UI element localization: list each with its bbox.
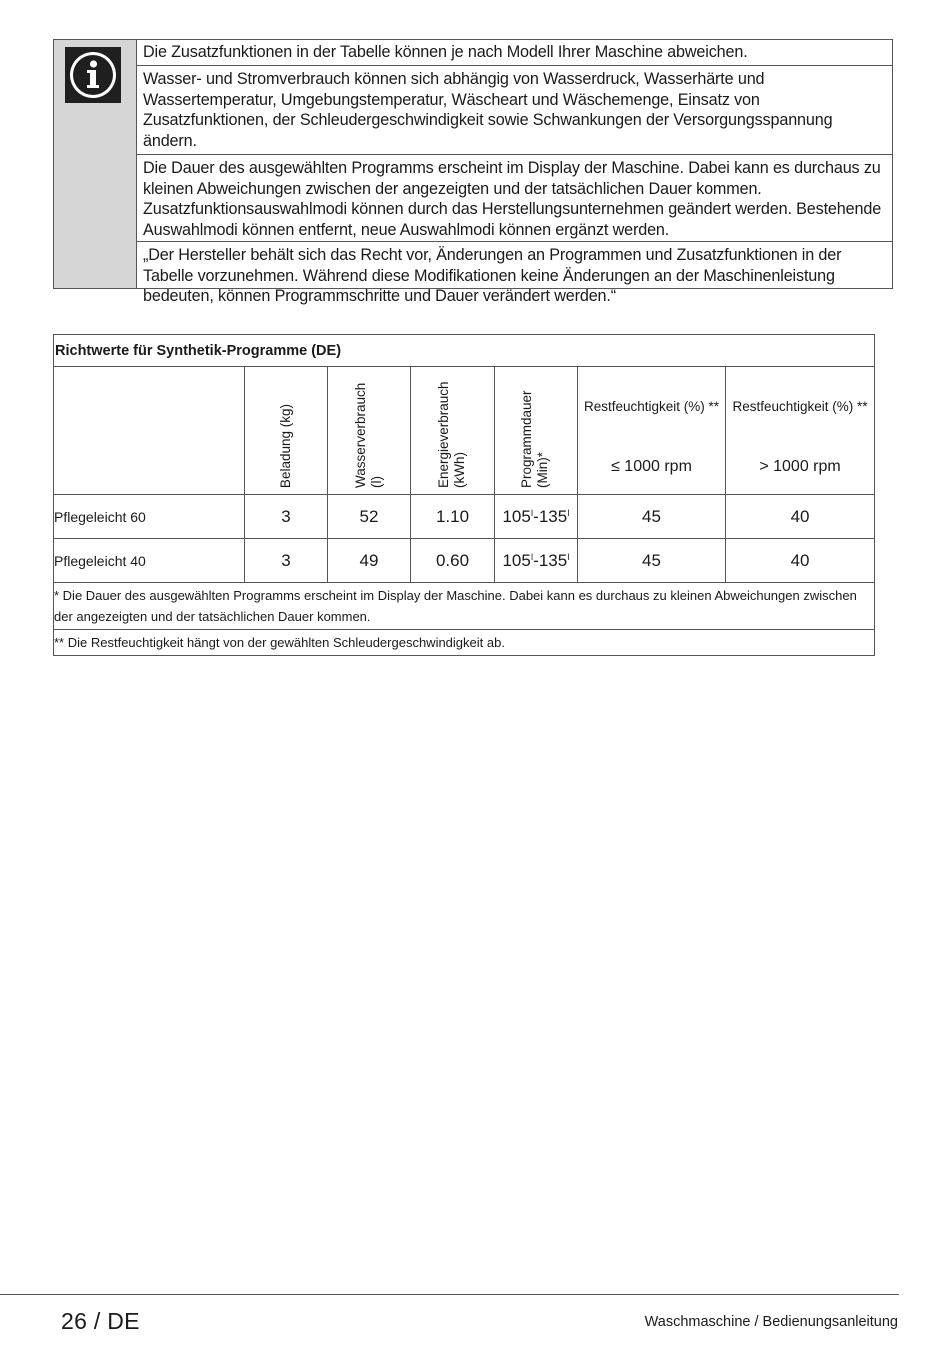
duration-sep: - — [533, 550, 539, 570]
info-text: Wasser- und Stromverbrauch können sich abhängig von Wasserdruck, Wasserhärte und Wassertemperatur, Umgebungstemperatur, Wäscheart und Wäschemenge, Einsatz von Zusatzfunktionen, der Schleudergeschwindigkeit sowie Schwankungen der Versorgungsspannung ändern. — [137, 66, 892, 155]
program-name: Pflegeleicht 40 — [54, 539, 245, 583]
info-icon — [65, 47, 121, 103]
document-title: Waschmaschine / Bedienungsanleitung — [644, 1314, 898, 1330]
info-text: „Der Hersteller behält sich das Recht vor, Änderungen an Programmen und Zusatzfunktionen in der Tabelle vorzunehmen. Während diese Modifikationen keine Änderungen an der Maschinenleistung bedeuten, können Programmschritte und Dauer verändert werden.“ — [143, 246, 842, 305]
header-water — [328, 367, 411, 495]
header-energy — [411, 367, 495, 495]
info-rows — [137, 40, 892, 305]
duration-mark: ǀ — [567, 507, 570, 518]
duration-sep: - — [533, 506, 539, 526]
footer-divider — [0, 1294, 899, 1295]
duration-mark: ǀ — [530, 507, 534, 518]
duration-to: 135 — [538, 506, 568, 526]
duration-mark: ǀ — [567, 551, 570, 562]
header-rest-label: Restfeuchtigkeit (%) ** — [583, 399, 720, 414]
header-load — [245, 367, 328, 495]
duration-mark: ǀ — [530, 551, 534, 562]
header-rpm-low: ≤ 1000 rpm — [611, 458, 692, 475]
page-number: 26 / DE — [61, 1308, 140, 1334]
energy-value: 0.60 — [411, 539, 495, 583]
table-row — [54, 539, 875, 583]
header-energy-label: Energieverbrauch (kWh) — [435, 381, 467, 488]
header-rest-high — [726, 367, 875, 495]
header-load-label: Beladung (kg) — [278, 403, 293, 488]
info-text: Die Zusatzfunktionen in der Tabelle können je nach Modell Ihrer Maschine abweichen. — [137, 40, 892, 66]
table-footnote: * Die Dauer des ausgewählten Programms erscheint im Display der Maschine. Dabei kann es durchaus zu kleinen Abweichungen zwischen der angezeigten und der tatsächlichen Dauer kommen. — [54, 583, 875, 630]
energy-value: 1.10 — [411, 495, 495, 539]
header-duration-label: Programmdauer (Min)* — [519, 390, 550, 488]
header-duration — [495, 367, 578, 495]
header-program — [54, 367, 245, 495]
header-rest-label: Restfeuchtigkeit (%) ** — [732, 399, 868, 414]
duration-from: 105 — [502, 506, 531, 526]
header-rest-low — [578, 367, 726, 495]
rest-high-value: 40 — [726, 495, 875, 539]
duration-value — [495, 495, 578, 539]
water-value: 49 — [328, 539, 411, 583]
duration-to: 135 — [538, 550, 568, 570]
duration-value — [495, 539, 578, 583]
rest-low-value: 45 — [578, 539, 726, 583]
info-text: Die Dauer des ausgewählten Programms erscheint im Display der Maschine. Dabei kann es durchaus zu kleinen Abweichungen zwischen der angezeigten und der tatsächlichen Dauer kommen. Zusatzfunktionsauswahlmodi können durch das Herstellungsunternehmen geändert werden. Bestehende Auswahlmodi können entfernt, neue Auswahlmodi können ergänzt werden. — [137, 155, 892, 242]
load-value: 3 — [245, 495, 328, 539]
table-caption: Richtwerte für Synthetik-Programme (DE) — [54, 335, 875, 367]
program-name: Pflegeleicht 60 — [54, 495, 245, 539]
header-water-label: Wasserverbrauch (l) — [353, 382, 384, 488]
rest-high-value: 40 — [726, 539, 875, 583]
table-row — [54, 495, 875, 539]
water-value: 52 — [328, 495, 411, 539]
duration-from: 105 — [502, 550, 531, 570]
info-box — [53, 39, 893, 305]
rest-low-value: 45 — [578, 495, 726, 539]
load-value: 3 — [245, 539, 328, 583]
header-rpm-high: > 1000 rpm — [759, 458, 841, 475]
info-icon-column — [54, 40, 137, 288]
synthetics-table — [53, 334, 875, 656]
table-footnote: ** Die Restfeuchtigkeit hängt von der gewählten Schleudergeschwindigkeit ab. — [54, 630, 875, 656]
